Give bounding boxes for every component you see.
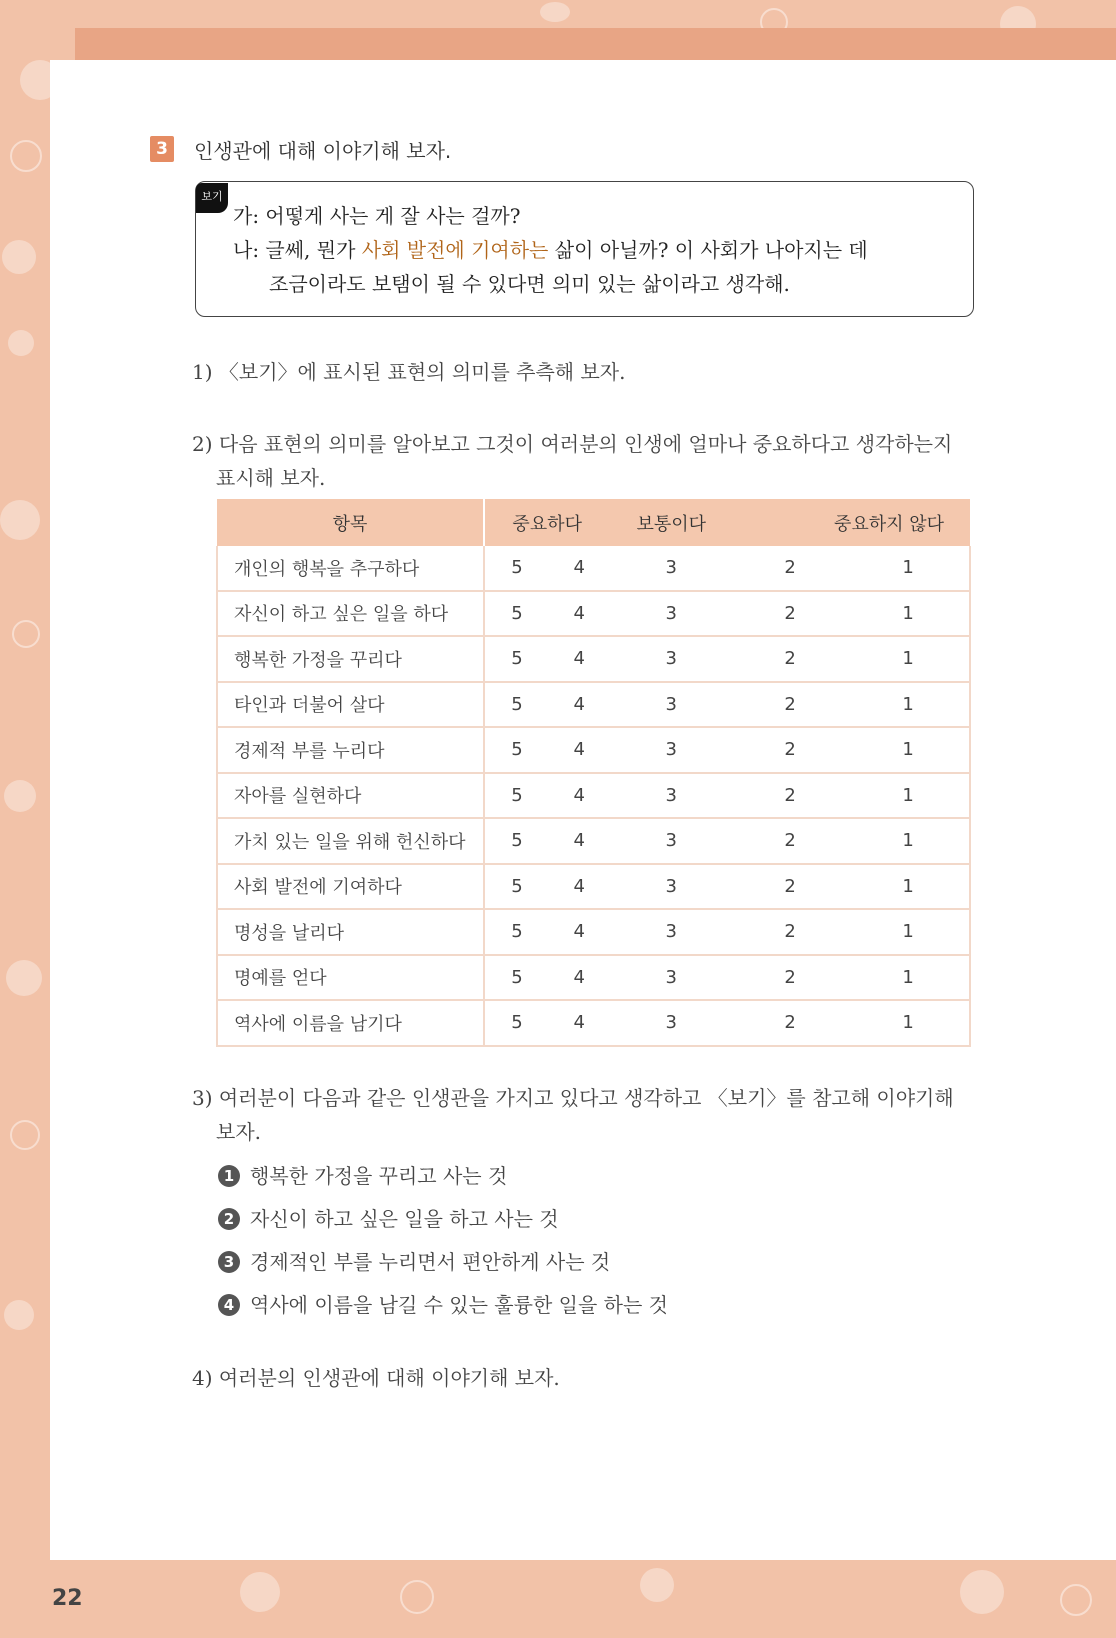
table-row	[217, 636, 970, 682]
row-item-label: 타인과 더불어 살다	[217, 682, 484, 728]
rating-option-2[interactable]: 2	[733, 1000, 847, 1046]
rating-option-1[interactable]: 1	[847, 818, 970, 864]
sub-question-3-line2: 보자.	[216, 1120, 261, 1144]
row-item-label: 명예를 얻다	[217, 955, 484, 1001]
rating-option-3[interactable]: 3	[609, 909, 733, 955]
table-row	[217, 955, 970, 1001]
table-row	[217, 727, 970, 773]
example-line-1	[233, 200, 520, 229]
rating-option-1[interactable]: 1	[847, 727, 970, 773]
table-row	[217, 591, 970, 637]
sub-question-1: 1) 〈보기〉에 표시된 표현의 의미를 추측해 보자.	[192, 360, 626, 384]
bg-bubble	[12, 620, 40, 648]
rating-option-4[interactable]: 4	[549, 682, 609, 728]
rating-option-5[interactable]: 5	[484, 636, 549, 682]
dialogue-text: 어떻게 사는 게 잘 사는 걸까?	[265, 204, 521, 228]
example-line-3: 조금이라도 보탬이 될 수 있다면 의미 있는 삶이라고 생각해.	[269, 272, 790, 296]
table-row	[217, 818, 970, 864]
table-header-row	[217, 499, 970, 546]
option-text: 역사에 이름을 남길 수 있는 훌륭한 일을 하는 것	[250, 1293, 668, 1317]
sub-question-2-line2: 표시해 보자.	[216, 466, 326, 490]
table-row	[217, 682, 970, 728]
rating-option-5[interactable]: 5	[484, 773, 549, 819]
rating-option-3[interactable]: 3	[609, 682, 733, 728]
header-item: 항목	[217, 499, 484, 546]
option-text: 자신이 하고 싶은 일을 하고 사는 것	[250, 1207, 559, 1231]
rating-option-5[interactable]: 5	[484, 955, 549, 1001]
rating-option-4[interactable]: 4	[549, 1000, 609, 1046]
question-number-badge: 3	[150, 136, 174, 162]
rating-option-3[interactable]: 3	[609, 955, 733, 1001]
speaker-label: 나:	[233, 238, 260, 262]
rating-option-2[interactable]: 2	[733, 546, 847, 591]
rating-option-1[interactable]: 1	[847, 682, 970, 728]
header-not-important: 중요하지 않다	[733, 499, 970, 546]
rating-option-2[interactable]: 2	[733, 591, 847, 637]
option-item-3	[218, 1246, 610, 1275]
rating-option-4[interactable]: 4	[549, 773, 609, 819]
rating-option-3[interactable]: 3	[609, 773, 733, 819]
question-title: 인생관에 대해 이야기해 보자.	[194, 139, 452, 163]
rating-option-1[interactable]: 1	[847, 909, 970, 955]
row-item-label: 자신이 하고 싶은 일을 하다	[217, 591, 484, 637]
rating-option-1[interactable]: 1	[847, 636, 970, 682]
bg-bubble	[4, 780, 36, 812]
rating-option-4[interactable]: 4	[549, 727, 609, 773]
row-item-label: 명성을 날리다	[217, 909, 484, 955]
option-text: 경제적인 부를 누리면서 편안하게 사는 것	[250, 1250, 611, 1274]
rating-option-5[interactable]: 5	[484, 727, 549, 773]
table-row	[217, 546, 970, 591]
rating-option-1[interactable]: 1	[847, 1000, 970, 1046]
rating-option-5[interactable]: 5	[484, 864, 549, 910]
circled-number-1: 1	[218, 1165, 240, 1187]
speaker-label: 가:	[233, 204, 260, 228]
rating-option-5[interactable]: 5	[484, 546, 549, 591]
dialogue-text: 삶이 아닐까? 이 사회가 나아지는 데	[548, 238, 868, 262]
circled-number-3: 3	[218, 1251, 240, 1273]
row-item-label: 사회 발전에 기여하다	[217, 864, 484, 910]
rating-table	[216, 499, 971, 1047]
rating-option-2[interactable]: 2	[733, 773, 847, 819]
bg-bubble	[4, 1300, 34, 1330]
sub-question-3-line1: 3) 여러분이 다음과 같은 인생관을 가지고 있다고 생각하고 〈보기〉를 참고해 이야기해	[192, 1086, 954, 1110]
table-body	[217, 546, 970, 1046]
rating-option-4[interactable]: 4	[549, 591, 609, 637]
rating-option-4[interactable]: 4	[549, 909, 609, 955]
rating-option-3[interactable]: 3	[609, 1000, 733, 1046]
rating-option-3[interactable]: 3	[609, 864, 733, 910]
bg-bubble	[8, 330, 34, 356]
circled-number-2: 2	[218, 1208, 240, 1230]
row-item-label: 경제적 부를 누리다	[217, 727, 484, 773]
rating-option-3[interactable]: 3	[609, 591, 733, 637]
rating-option-5[interactable]: 5	[484, 909, 549, 955]
dialogue-text: 글쎄, 뭔가	[265, 238, 362, 262]
rating-option-1[interactable]: 1	[847, 955, 970, 1001]
sub-question-4: 4) 여러분의 인생관에 대해 이야기해 보자.	[192, 1366, 560, 1390]
rating-option-4[interactable]: 4	[549, 818, 609, 864]
page-number: 22	[52, 1586, 83, 1611]
table-row	[217, 1000, 970, 1046]
rating-option-1[interactable]: 1	[847, 864, 970, 910]
rating-option-5[interactable]: 5	[484, 1000, 549, 1046]
rating-option-3[interactable]: 3	[609, 727, 733, 773]
rating-option-2[interactable]: 2	[733, 955, 847, 1001]
rating-option-1[interactable]: 1	[847, 773, 970, 819]
bg-bubble	[1060, 1584, 1092, 1616]
option-text: 행복한 가정을 꾸리고 사는 것	[250, 1164, 508, 1188]
table-row	[217, 909, 970, 955]
rating-option-4[interactable]: 4	[549, 636, 609, 682]
table-row	[217, 864, 970, 910]
rating-option-3[interactable]: 3	[609, 818, 733, 864]
rating-option-5[interactable]: 5	[484, 818, 549, 864]
rating-option-2[interactable]: 2	[733, 818, 847, 864]
bg-bubble	[10, 1120, 40, 1150]
row-item-label: 행복한 가정을 꾸리다	[217, 636, 484, 682]
row-item-label: 자아를 실현하다	[217, 773, 484, 819]
rating-option-2[interactable]: 2	[733, 864, 847, 910]
header-normal: 보통이다	[609, 499, 733, 546]
rating-option-3[interactable]: 3	[609, 636, 733, 682]
rating-option-5[interactable]: 5	[484, 591, 549, 637]
rating-option-5[interactable]: 5	[484, 682, 549, 728]
bg-bubble	[2, 240, 36, 274]
rating-option-1[interactable]: 1	[847, 591, 970, 637]
rating-option-2[interactable]: 2	[733, 636, 847, 682]
rating-option-2[interactable]: 2	[733, 909, 847, 955]
rating-option-4[interactable]: 4	[549, 546, 609, 591]
rating-option-2[interactable]: 2	[733, 682, 847, 728]
row-item-label: 개인의 행복을 추구하다	[217, 546, 484, 591]
rating-option-4[interactable]: 4	[549, 864, 609, 910]
bg-bubble	[10, 140, 42, 172]
table-row	[217, 773, 970, 819]
option-item-4	[218, 1289, 668, 1318]
option-item-2	[218, 1203, 559, 1232]
rating-option-1[interactable]: 1	[847, 546, 970, 591]
bg-bubble	[540, 2, 570, 22]
bg-bubble	[960, 1570, 1004, 1614]
bg-bubble	[400, 1580, 434, 1614]
row-item-label: 가치 있는 일을 위해 헌신하다	[217, 818, 484, 864]
example-tag: 보기	[196, 183, 228, 213]
rating-option-4[interactable]: 4	[549, 955, 609, 1001]
bg-bubble	[640, 1568, 674, 1602]
sub-question-2-line1: 2) 다음 표현의 의미를 알아보고 그것이 여러분의 인생에 얼마나 중요하다고 생각하는지	[192, 432, 953, 456]
row-item-label: 역사에 이름을 남기다	[217, 1000, 484, 1046]
highlighted-expression: 사회 발전에 기여하는	[361, 238, 549, 262]
rating-option-3[interactable]: 3	[609, 546, 733, 591]
bg-bubble	[0, 500, 40, 540]
example-line-2	[233, 234, 868, 263]
option-item-1	[218, 1160, 507, 1189]
bg-bubble	[240, 1572, 280, 1612]
bg-bubble	[6, 960, 42, 996]
header-important: 중요하다	[484, 499, 609, 546]
circled-number-4: 4	[218, 1294, 240, 1316]
rating-option-2[interactable]: 2	[733, 727, 847, 773]
